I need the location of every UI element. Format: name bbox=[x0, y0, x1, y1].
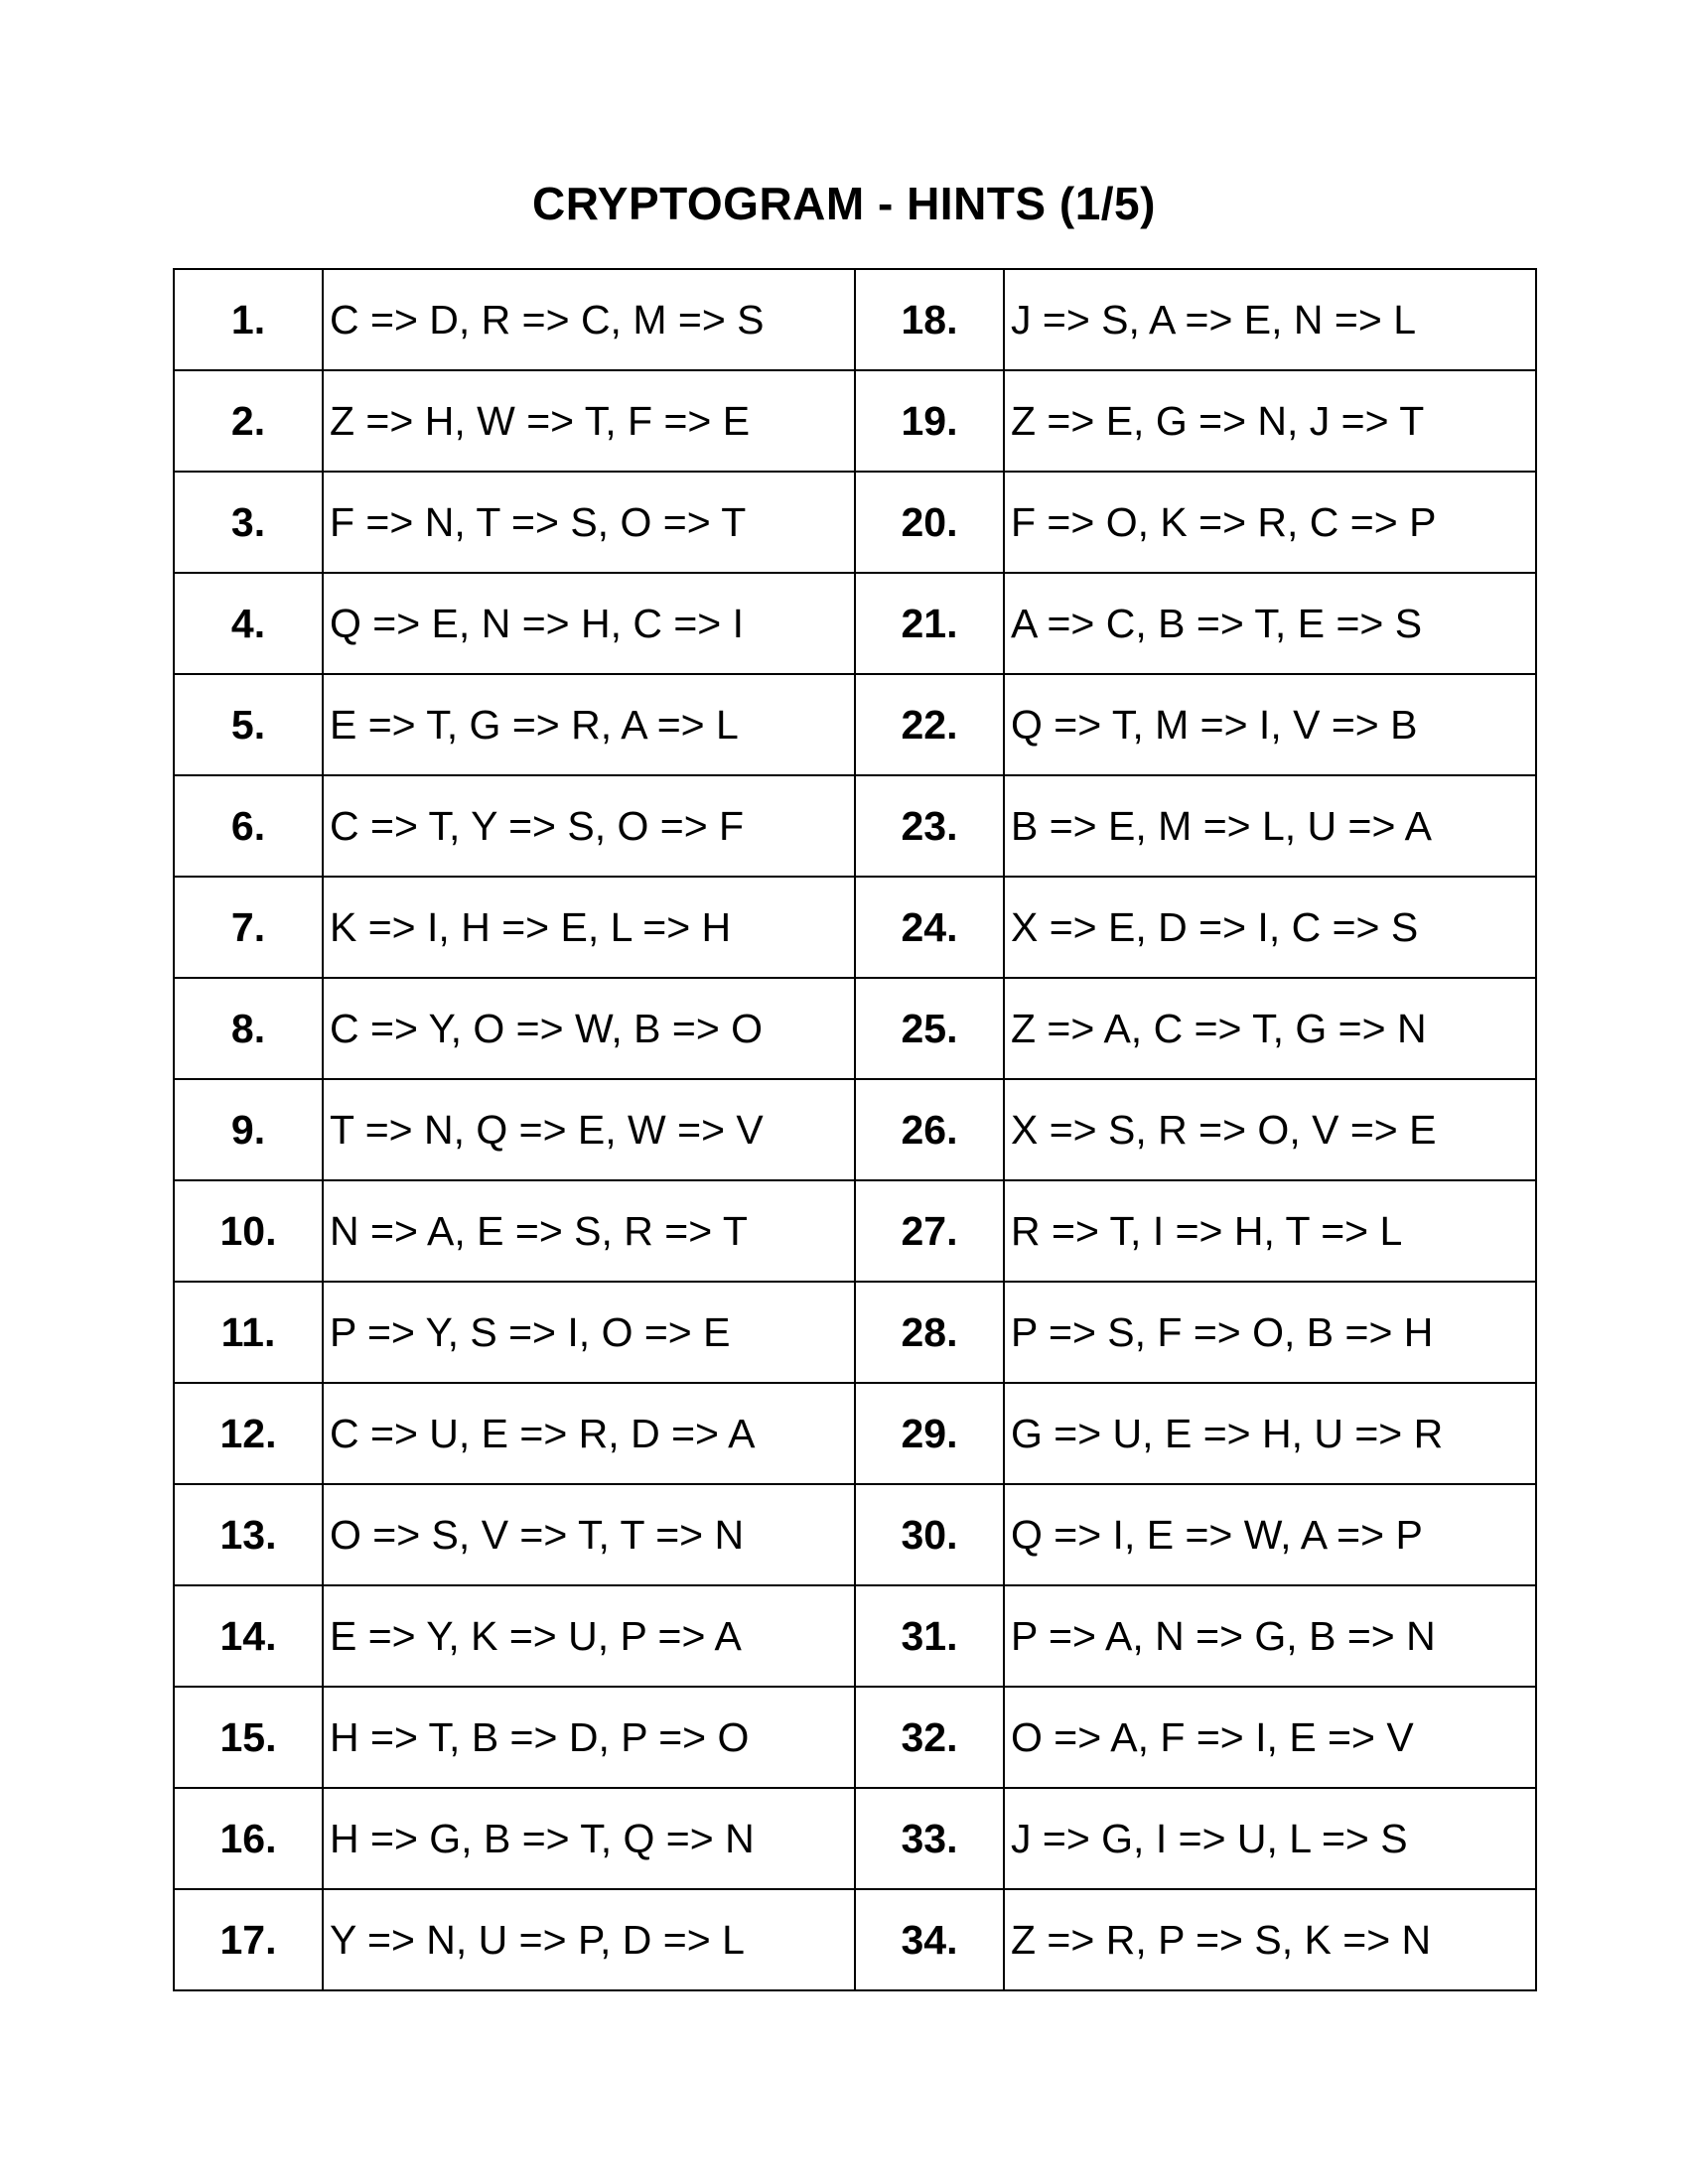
hint-number-right: 28. bbox=[855, 1282, 1004, 1383]
hint-text-right: A => C, B => T, E => S bbox=[1004, 573, 1536, 674]
table-row bbox=[174, 877, 1536, 978]
hint-number-left: 11. bbox=[174, 1282, 323, 1383]
hint-text-left: C => D, R => C, M => S bbox=[323, 269, 855, 370]
hint-number-right: 23. bbox=[855, 775, 1004, 877]
hint-text-right: O => A, F => I, E => V bbox=[1004, 1687, 1536, 1788]
hint-text-left: Y => N, U => P, D => L bbox=[323, 1889, 855, 1990]
hint-text-left: P => Y, S => I, O => E bbox=[323, 1282, 855, 1383]
hint-number-left: 4. bbox=[174, 573, 323, 674]
hints-table bbox=[173, 268, 1537, 1991]
hint-number-right: 22. bbox=[855, 674, 1004, 775]
table-row bbox=[174, 1484, 1536, 1585]
hint-text-right: Z => E, G => N, J => T bbox=[1004, 370, 1536, 472]
hint-number-left: 14. bbox=[174, 1585, 323, 1687]
hint-text-right: Z => R, P => S, K => N bbox=[1004, 1889, 1536, 1990]
hint-number-left: 8. bbox=[174, 978, 323, 1079]
hint-text-right: J => S, A => E, N => L bbox=[1004, 269, 1536, 370]
table-row bbox=[174, 978, 1536, 1079]
hint-number-right: 26. bbox=[855, 1079, 1004, 1180]
hint-number-left: 7. bbox=[174, 877, 323, 978]
hint-number-right: 29. bbox=[855, 1383, 1004, 1484]
hint-number-left: 10. bbox=[174, 1180, 323, 1282]
hint-text-left: H => T, B => D, P => O bbox=[323, 1687, 855, 1788]
table-row bbox=[174, 1788, 1536, 1889]
table-row bbox=[174, 269, 1536, 370]
hint-text-left: E => T, G => R, A => L bbox=[323, 674, 855, 775]
hint-text-left: Q => E, N => H, C => I bbox=[323, 573, 855, 674]
hint-text-left: F => N, T => S, O => T bbox=[323, 472, 855, 573]
hint-number-right: 24. bbox=[855, 877, 1004, 978]
hint-text-right: Z => A, C => T, G => N bbox=[1004, 978, 1536, 1079]
hint-number-left: 17. bbox=[174, 1889, 323, 1990]
hint-text-left: C => T, Y => S, O => F bbox=[323, 775, 855, 877]
hint-number-right: 34. bbox=[855, 1889, 1004, 1990]
table-row bbox=[174, 370, 1536, 472]
hint-number-right: 25. bbox=[855, 978, 1004, 1079]
table-row bbox=[174, 1079, 1536, 1180]
hint-number-right: 21. bbox=[855, 573, 1004, 674]
hint-text-left: K => I, H => E, L => H bbox=[323, 877, 855, 978]
hint-number-left: 6. bbox=[174, 775, 323, 877]
hint-text-left: N => A, E => S, R => T bbox=[323, 1180, 855, 1282]
table-row bbox=[174, 775, 1536, 877]
hint-number-right: 31. bbox=[855, 1585, 1004, 1687]
hints-table-body bbox=[174, 269, 1536, 1990]
hint-number-right: 18. bbox=[855, 269, 1004, 370]
page-title: CRYPTOGRAM - HINTS (1/5) bbox=[532, 178, 1156, 229]
hint-number-left: 16. bbox=[174, 1788, 323, 1889]
hint-number-left: 3. bbox=[174, 472, 323, 573]
hint-text-right: P => A, N => G, B => N bbox=[1004, 1585, 1536, 1687]
table-row bbox=[174, 573, 1536, 674]
hint-number-left: 1. bbox=[174, 269, 323, 370]
hint-text-left: T => N, Q => E, W => V bbox=[323, 1079, 855, 1180]
table-row bbox=[174, 1282, 1536, 1383]
hint-text-left: H => G, B => T, Q => N bbox=[323, 1788, 855, 1889]
hint-number-left: 5. bbox=[174, 674, 323, 775]
hint-text-right: X => E, D => I, C => S bbox=[1004, 877, 1536, 978]
hint-number-right: 30. bbox=[855, 1484, 1004, 1585]
hint-text-right: F => O, K => R, C => P bbox=[1004, 472, 1536, 573]
hint-number-right: 20. bbox=[855, 472, 1004, 573]
table-row bbox=[174, 1687, 1536, 1788]
hint-text-left: C => U, E => R, D => A bbox=[323, 1383, 855, 1484]
hint-number-right: 19. bbox=[855, 370, 1004, 472]
hint-number-right: 27. bbox=[855, 1180, 1004, 1282]
table-row bbox=[174, 472, 1536, 573]
hint-text-left: E => Y, K => U, P => A bbox=[323, 1585, 855, 1687]
hint-text-right: G => U, E => H, U => R bbox=[1004, 1383, 1536, 1484]
table-row bbox=[174, 1889, 1536, 1990]
hint-text-right: P => S, F => O, B => H bbox=[1004, 1282, 1536, 1383]
hint-text-right: R => T, I => H, T => L bbox=[1004, 1180, 1536, 1282]
table-row bbox=[174, 1585, 1536, 1687]
table-row bbox=[174, 674, 1536, 775]
hint-text-left: C => Y, O => W, B => O bbox=[323, 978, 855, 1079]
hint-text-left: Z => H, W => T, F => E bbox=[323, 370, 855, 472]
hint-number-left: 12. bbox=[174, 1383, 323, 1484]
hint-text-left: O => S, V => T, T => N bbox=[323, 1484, 855, 1585]
hint-text-right: B => E, M => L, U => A bbox=[1004, 775, 1536, 877]
hint-number-left: 2. bbox=[174, 370, 323, 472]
table-row bbox=[174, 1383, 1536, 1484]
hint-number-left: 9. bbox=[174, 1079, 323, 1180]
hint-number-right: 33. bbox=[855, 1788, 1004, 1889]
hint-number-right: 32. bbox=[855, 1687, 1004, 1788]
hint-text-right: Q => T, M => I, V => B bbox=[1004, 674, 1536, 775]
hint-text-right: X => S, R => O, V => E bbox=[1004, 1079, 1536, 1180]
hint-text-right: Q => I, E => W, A => P bbox=[1004, 1484, 1536, 1585]
hint-number-left: 15. bbox=[174, 1687, 323, 1788]
table-row bbox=[174, 1180, 1536, 1282]
hint-number-left: 13. bbox=[174, 1484, 323, 1585]
hint-text-right: J => G, I => U, L => S bbox=[1004, 1788, 1536, 1889]
